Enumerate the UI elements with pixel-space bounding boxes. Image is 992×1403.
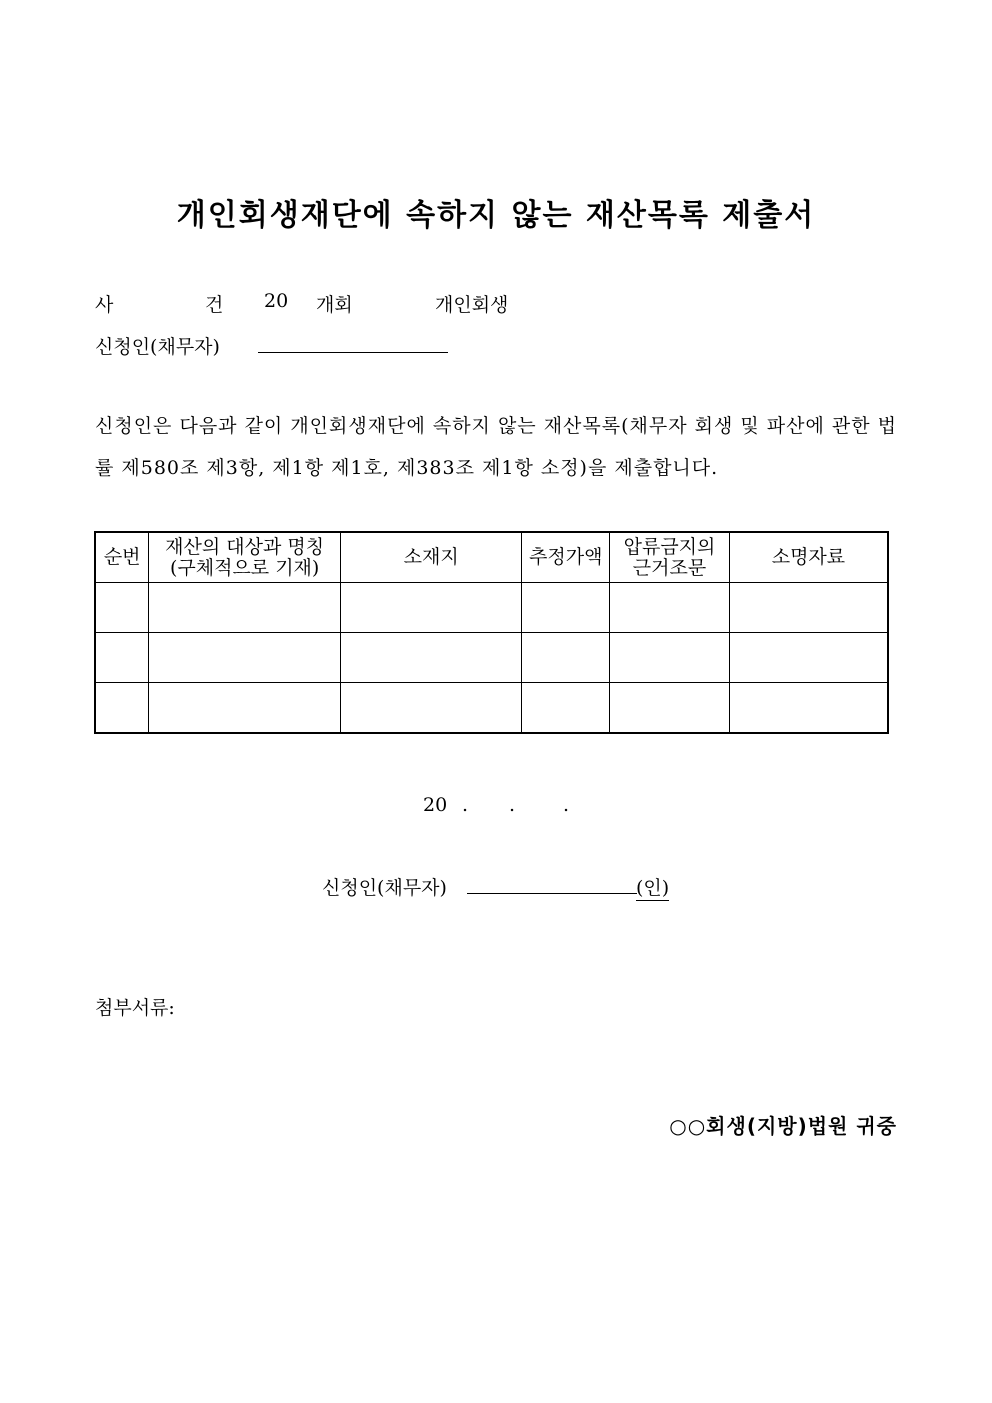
header-legal-basis-line2: 근거조문 bbox=[632, 556, 707, 579]
table-cell[interactable] bbox=[95, 633, 149, 683]
date-dot-day: . bbox=[563, 794, 570, 816]
header-asset-name-line2: (구체적으로 기재) bbox=[169, 556, 320, 579]
date-dot-year: . bbox=[462, 794, 469, 816]
header-seq-label: 순번 bbox=[103, 546, 141, 568]
date-dot-month: . bbox=[509, 794, 516, 816]
table-cell[interactable] bbox=[610, 633, 730, 683]
table-cell[interactable] bbox=[729, 633, 888, 683]
asset-list-table bbox=[94, 531, 889, 734]
statement-paragraph: 신청인은 다음과 같이 개인회생재단에 속하지 않는 재산목록(채무자 회생 및 파산에 관한 법률 제580조 제3항, 제1항 제1호, 제383조 제1항 소정)을 제출합니다. bbox=[95, 415, 897, 479]
table-cell[interactable] bbox=[610, 583, 730, 633]
header-legal-basis bbox=[610, 532, 730, 583]
case-label-part2: 건 bbox=[205, 294, 224, 316]
seal-mark: (인) bbox=[636, 873, 669, 901]
table-header-row bbox=[95, 532, 888, 583]
header-asset-name-line1: 재산의 대상과 명칭 bbox=[165, 535, 325, 558]
case-label-part1: 사 bbox=[95, 294, 114, 316]
header-location-label: 소재지 bbox=[403, 546, 459, 568]
header-estimated-value-label: 추정가액 bbox=[529, 546, 603, 568]
table-row bbox=[95, 683, 888, 734]
case-type: 개회 bbox=[316, 294, 353, 316]
case-kind: 개인회생 bbox=[435, 294, 509, 316]
table-cell[interactable] bbox=[149, 633, 341, 683]
table-cell[interactable] bbox=[95, 683, 149, 734]
signature-label: 신청인(채무자) bbox=[322, 877, 447, 899]
table-cell[interactable] bbox=[149, 583, 341, 633]
table-cell[interactable] bbox=[729, 683, 888, 734]
table-cell[interactable] bbox=[340, 683, 522, 734]
table-cell[interactable] bbox=[610, 683, 730, 734]
court-addressee: ○○회생(지방)법원 귀중 bbox=[669, 1114, 897, 1138]
table-cell[interactable] bbox=[340, 633, 522, 683]
case-year-prefix: 20 bbox=[264, 290, 289, 312]
table-row bbox=[95, 583, 888, 633]
signature-blank[interactable] bbox=[467, 893, 637, 894]
header-asset-name bbox=[149, 532, 341, 583]
attachments-label: 첨부서류: bbox=[95, 997, 175, 1019]
table-cell[interactable] bbox=[340, 583, 522, 633]
header-legal-basis-line1: 압류금지의 bbox=[623, 535, 716, 558]
header-location bbox=[340, 532, 522, 583]
table-cell[interactable] bbox=[95, 583, 149, 633]
table-cell[interactable] bbox=[522, 633, 610, 683]
table-cell[interactable] bbox=[522, 683, 610, 734]
header-estimated-value bbox=[522, 532, 610, 583]
header-evidence bbox=[729, 532, 888, 583]
table-row bbox=[95, 633, 888, 683]
date-year-prefix: 20 bbox=[423, 794, 448, 816]
table-cell[interactable] bbox=[522, 583, 610, 633]
applicant-label: 신청인(채무자) bbox=[95, 336, 220, 358]
table-cell[interactable] bbox=[729, 583, 888, 633]
header-seq bbox=[95, 532, 149, 583]
header-evidence-label: 소명자료 bbox=[771, 546, 846, 568]
applicant-name-blank[interactable] bbox=[258, 352, 448, 353]
table-cell[interactable] bbox=[149, 683, 341, 734]
document-title: 개인회생재단에 속하지 않는 재산목록 제출서 bbox=[176, 198, 816, 233]
